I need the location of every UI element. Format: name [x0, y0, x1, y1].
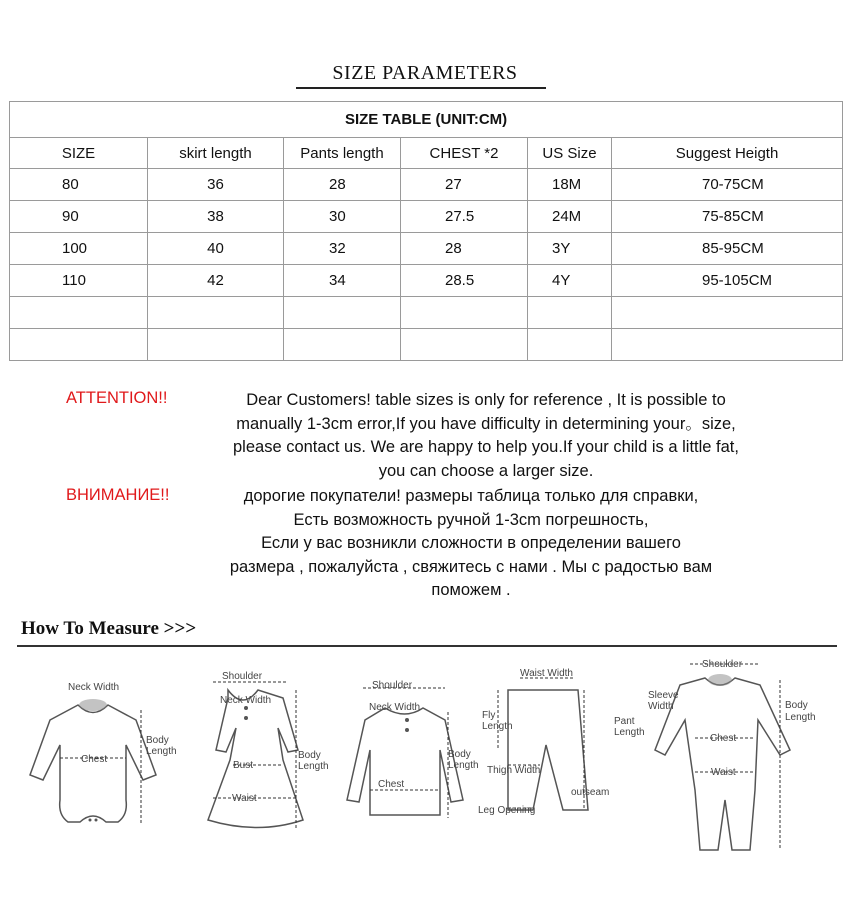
romper-illustration	[640, 650, 840, 900]
table-cell: 27.5	[401, 201, 528, 233]
column-header: Suggest Heigth	[612, 138, 843, 169]
how-to-measure-title: How To Measure >>>	[21, 618, 197, 639]
waist-label: Waist	[711, 767, 736, 778]
table-cell: 28	[401, 233, 528, 265]
bodysuit-diagram	[18, 650, 177, 900]
body-label: Body	[448, 749, 471, 760]
attention-ru-line: размера , пожалуйста , свяжитесь с нами . Мы с радостью вам	[229, 557, 713, 576]
table-cell: 36	[148, 169, 284, 201]
table-cell: 95-105CM	[612, 265, 843, 297]
table-row-empty	[10, 297, 843, 329]
sleeve-label: Sleeve	[648, 690, 679, 701]
column-header: US Size	[528, 138, 612, 169]
attention-line: you can choose a larger size.	[378, 461, 594, 480]
bust-label: Bust	[233, 760, 254, 771]
waist-width-label: Waist Width	[520, 668, 573, 679]
table-row	[10, 233, 843, 265]
column-header: skirt length	[148, 138, 284, 169]
leg-opening-label: Leg Opening	[478, 805, 536, 816]
pants-illustration	[478, 650, 643, 900]
attention-ru-line: дорогие покупатели! размеры таблица только для справки,	[243, 487, 699, 505]
attention-ru-text	[186, 485, 756, 603]
how-to-measure-divider	[17, 645, 837, 647]
body-length-label: Length	[146, 746, 177, 757]
table-cell: 30	[284, 201, 401, 233]
chest-label: Chest	[378, 779, 405, 790]
table-cell: 42	[148, 265, 284, 297]
table-caption: SIZE TABLE (UNIT:CM)	[10, 102, 843, 138]
table-cell: 24M	[528, 201, 612, 233]
size-table	[9, 101, 843, 361]
table-cell: 70-75CM	[612, 169, 843, 201]
body-label: Body	[146, 735, 169, 746]
table-row	[10, 169, 843, 201]
table-cell: 28.5	[401, 265, 528, 297]
shirt-illustration	[345, 650, 485, 900]
attention-ru-line: поможем .	[431, 581, 511, 599]
table-cell: 3Y	[528, 233, 612, 265]
chest-label: Chest	[710, 733, 737, 744]
shoulder-label: Shoulder	[372, 680, 413, 691]
shoulder-label: Shoulder	[702, 659, 743, 670]
pant-label: Pant	[614, 716, 635, 727]
attention-line: please contact us. We are happy to help you.If your child is a little fat,	[233, 438, 739, 456]
attention-line: manually 1-3cm error,If you have difficulty in determining your。size,	[236, 414, 736, 433]
table-cell: 34	[284, 265, 401, 297]
body-length-label: Length	[298, 761, 329, 772]
column-header: Pants length	[284, 138, 401, 169]
table-cell: 28	[284, 169, 401, 201]
body-label: Body	[785, 700, 808, 711]
fly-length-label: Length	[482, 721, 513, 732]
attention-ru-label: ВНИМАНИЕ!!	[66, 486, 170, 504]
column-header: SIZE	[10, 138, 148, 169]
table-cell: 75-85CM	[612, 201, 843, 233]
dress-illustration	[188, 650, 338, 900]
table-cell: 18M	[528, 169, 612, 201]
table-row	[10, 265, 843, 297]
attention-text	[186, 389, 786, 483]
chest-label: Chest	[81, 754, 108, 765]
table-cell: 90	[10, 201, 148, 233]
size-parameters-title: SIZE PARAMETERS	[332, 62, 518, 84]
shirt-diagram	[345, 650, 485, 900]
waist-label: Waist	[232, 793, 257, 804]
fly-label: Fly	[482, 710, 496, 721]
shoulder-label: Shoulder	[222, 671, 263, 682]
table-row	[10, 201, 843, 233]
table-cell: 40	[148, 233, 284, 265]
title-underline	[296, 87, 546, 89]
romper-diagram	[640, 650, 840, 900]
attention-ru-line: Есть возможность ручной 1-3cm погрешность,	[293, 510, 649, 529]
table-cell: 100	[10, 233, 148, 265]
pants-diagram	[478, 650, 643, 900]
dress-diagram	[188, 650, 338, 900]
body-length-label: Length	[448, 760, 479, 771]
neck-width-label: Neck Width	[220, 695, 272, 706]
table-row-empty	[10, 329, 843, 361]
sleeve-width-label: Width	[648, 701, 674, 712]
column-header: CHEST *2	[401, 138, 528, 169]
table-cell: 32	[284, 233, 401, 265]
attention-label: ATTENTION!!	[66, 389, 168, 407]
table-cell: 110	[10, 265, 148, 297]
thigh-width-label: Thigh Width	[487, 765, 541, 776]
attention-ru-line: Если у вас возникли сложности в определении вашего	[261, 534, 681, 552]
neck-width-label: Neck Width	[369, 702, 421, 713]
neck-width-label: Neck Width	[68, 682, 120, 693]
bodysuit-illustration	[18, 650, 177, 900]
attention-line: Dear Customers! table sizes is only for reference , It is possible to	[246, 391, 726, 409]
table-cell: 80	[10, 169, 148, 201]
body-length-label: Length	[785, 712, 816, 723]
pant-length-label: Length	[614, 727, 645, 738]
table-cell: 38	[148, 201, 284, 233]
table-cell: 27	[401, 169, 528, 201]
outseam-label: outseam	[571, 787, 610, 798]
body-label: Body	[298, 750, 321, 761]
table-cell: 85-95CM	[612, 233, 843, 265]
table-cell: 4Y	[528, 265, 612, 297]
